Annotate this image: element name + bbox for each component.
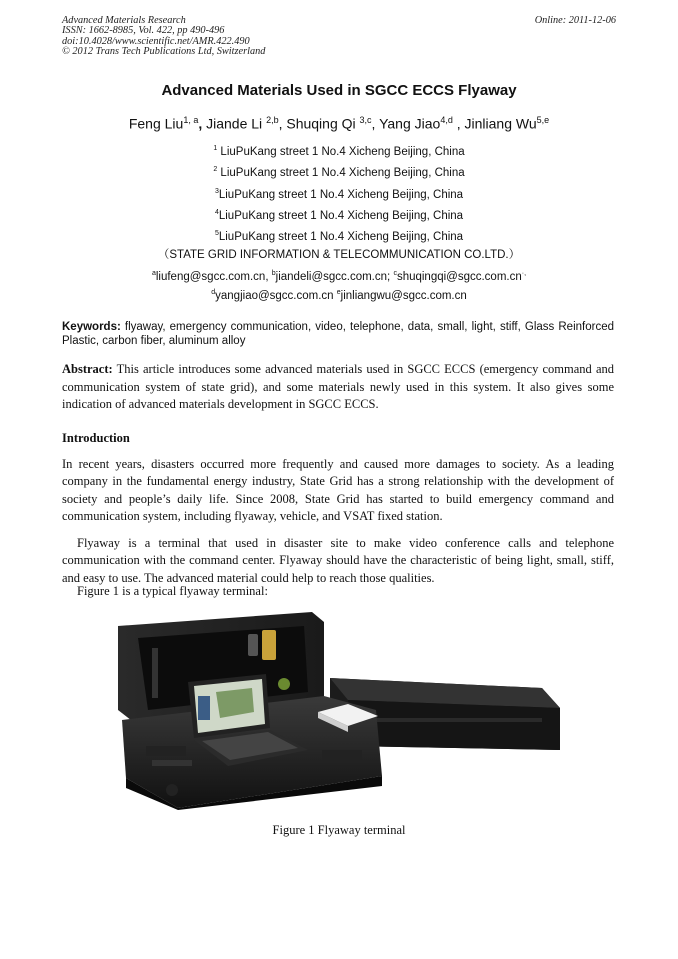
author-sup: 1, a <box>183 115 199 125</box>
email-e[interactable]: jinliangwu@sgcc.com.cn <box>340 289 467 302</box>
affiliation: $^3$LiuPuKang street 1 No.4 Xicheng Beijing, China <box>214 187 464 201</box>
online-date: Online: 2011-12-06 <box>534 15 616 26</box>
affiliation-list <box>0 138 678 244</box>
affiliation: $^2$ LiuPuKang street 1 No.4 Xicheng Beijing, China <box>213 166 465 180</box>
organization: （STATE GRID INFORMATION & TELECOMMUNICATION CO.LTD.） <box>157 249 521 261</box>
paragraph: In recent years, disasters occurred more frequently and caused more damages to society. As a leading company in the fundamental energy industry, State Grid has a strong relationship with the development of society and people’s daily life. Since 2008, State Grid has started to build emergency command and communication system, including flyaway, vehicle, and VSAT fixed station. <box>62 457 614 524</box>
affiliation: $^4$LiuPuKang street 1 No.4 Xicheng Beijing, China <box>214 208 464 222</box>
flyaway-terminal-photo <box>112 600 564 810</box>
email-c[interactable]: shuqingqi@sgcc.com.cn <box>396 270 522 283</box>
author-name: Jinliang Wu <box>464 115 537 132</box>
figure-caption: Figure 1 Flyaway terminal <box>272 823 406 837</box>
author-name: Yang Jiao <box>379 115 441 132</box>
affiliation: $^1$ LiuPuKang street 1 No.4 Xicheng Beijing, China <box>213 145 465 158</box>
issn-line: ISSN: 1662-8985, Vol. 422, pp 490-496 <box>62 25 225 37</box>
keywords <box>62 320 614 348</box>
paper-title: Advanced Materials Used in SGCC ECCS Flyaway <box>161 82 517 99</box>
paragraph: Flyaway is a terminal that used in disaster site to make video conference calls and telephone communication with the command center. Flyaway should have the characteristic of being light, small, stiff, and easy to use. The advanced material could help to reach those qualities. <box>62 536 614 585</box>
journal-name: Advanced Materials Research <box>62 15 186 26</box>
paragraph: Figure 1 is a typical flyaway terminal: <box>77 584 268 598</box>
author-sup: 5,e <box>536 115 550 125</box>
author-sup: 3,c <box>359 115 372 125</box>
email-b[interactable]: jiandeli@sgcc.com.cn; <box>275 270 391 283</box>
email-d[interactable]: yangjiao@sgcc.com.cn <box>215 289 334 302</box>
affiliation: $^5$LiuPuKang street 1 No.4 Xicheng Beijing, China <box>214 230 464 244</box>
author-name: Feng Liu <box>128 115 184 132</box>
abstract-text: This article introduces some advanced materials used in SGCC ECCS (emergency command and communication system of state grid), and some materials newly used in this system. It also gives some indication of advanced materials development in SGCC ECCS. <box>62 362 614 411</box>
section-heading-introduction: Introduction <box>62 431 130 445</box>
copyright-line: © 2012 Trans Tech Publications Ltd, Switzerland <box>62 46 266 58</box>
email-list: $^a$liufeng@sgcc.com.cn, $^b$jiandeli@sgcc.com.cn; $^c$shuqingqi@sgcc.com.cn·, $^d$yangjiao@sgcc.com.cn $^e$jinliangwu@sgcc.com.cn <box>151 270 527 302</box>
keywords-text: flyaway, emergency communication, video, telephone, data, small, light, stiff, Glass Reinforced Plastic, carbon fiber, aluminum alloy <box>62 321 614 347</box>
keywords-label: Keywords: <box>62 321 121 333</box>
author-sup: 4,d <box>440 115 453 125</box>
author-name: Shuqing Qi <box>286 115 356 132</box>
author-name: Jiande Li <box>206 115 263 132</box>
author-sup: 2,b <box>266 115 279 125</box>
doi-line: doi:10.4028/www.scientific.net/AMR.422.490 <box>62 35 250 47</box>
author-list: Feng Liu$^{1, a}$, Jiande Li $^{2,b}$, Shuqing Qi $^{3,c}$, Yang Jiao$^{4,d}$ , Jinliang Wu$^{5,e}$ <box>128 115 550 132</box>
abstract <box>62 361 614 414</box>
journal-header <box>62 16 265 58</box>
abstract-label: Abstract: <box>62 362 113 376</box>
email-a[interactable]: liufeng@sgcc.com.cn, <box>155 270 269 283</box>
